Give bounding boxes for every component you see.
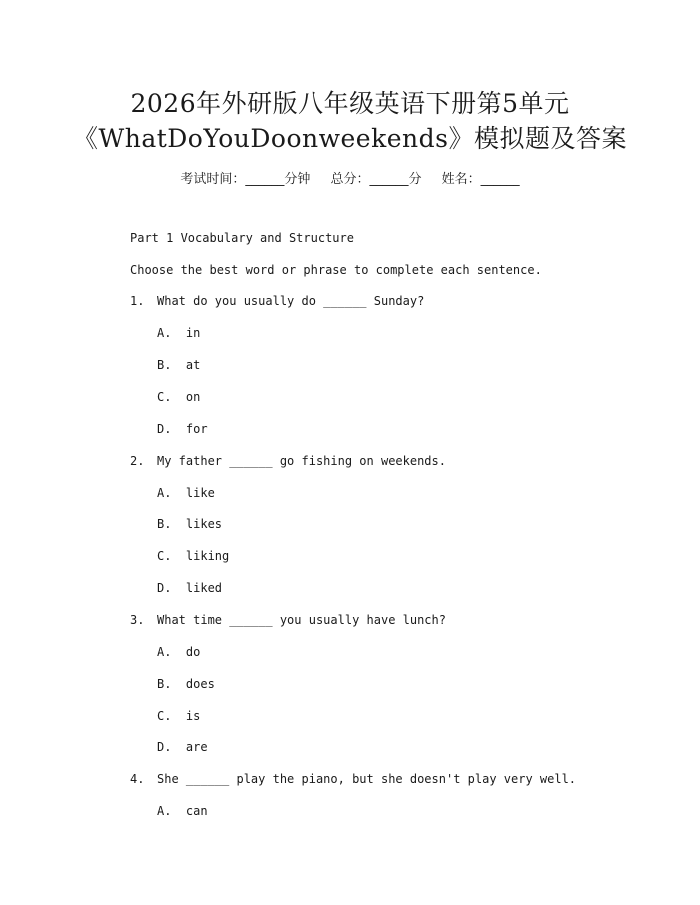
exam-time-field: 考试时间：______分钟 (180, 172, 311, 187)
part-heading: Part 1 Vocabulary and Structure (130, 231, 354, 245)
question-text: My father ______ go fishing on weekends. (157, 454, 446, 468)
answer-option: B. likes (157, 517, 223, 531)
answer-option: D. liked (157, 581, 223, 595)
student-name-field: 姓名：______ (441, 172, 520, 187)
question-number: 2. (130, 454, 145, 468)
answer-option: A. like (157, 486, 215, 500)
question-number: 1. (130, 294, 145, 308)
exam-info (0, 168, 700, 187)
part-instruction: Choose the best word or phrase to complete each sentence. (130, 263, 542, 277)
answer-option: C. is (157, 709, 201, 723)
answer-option: A. in (157, 326, 201, 340)
document-title-line-1: 2026年外研版八年级英语下册第5单元 (130, 89, 570, 118)
answer-option: D. for (157, 422, 208, 436)
answer-option: C. on (157, 390, 201, 404)
document-title-line-2: 《WhatDoYouDoonweekends》模拟题及答案 (73, 124, 627, 153)
answer-option: D. are (157, 740, 208, 754)
answer-option: C. liking (157, 549, 230, 563)
answer-option: B. at (157, 358, 201, 372)
answer-option: A. do (157, 645, 201, 659)
question-text: What do you usually do ______ Sunday? (157, 294, 425, 308)
answer-option: B. does (157, 677, 215, 691)
exam-score-field: 总分：______分 (330, 172, 422, 187)
question-number: 3. (130, 613, 145, 627)
question-text: She ______ play the piano, but she doesn't play very well. (157, 772, 577, 786)
question-number: 4. (130, 772, 145, 786)
question-text: What time ______ you usually have lunch? (157, 613, 446, 627)
answer-option: A. can (157, 804, 208, 818)
